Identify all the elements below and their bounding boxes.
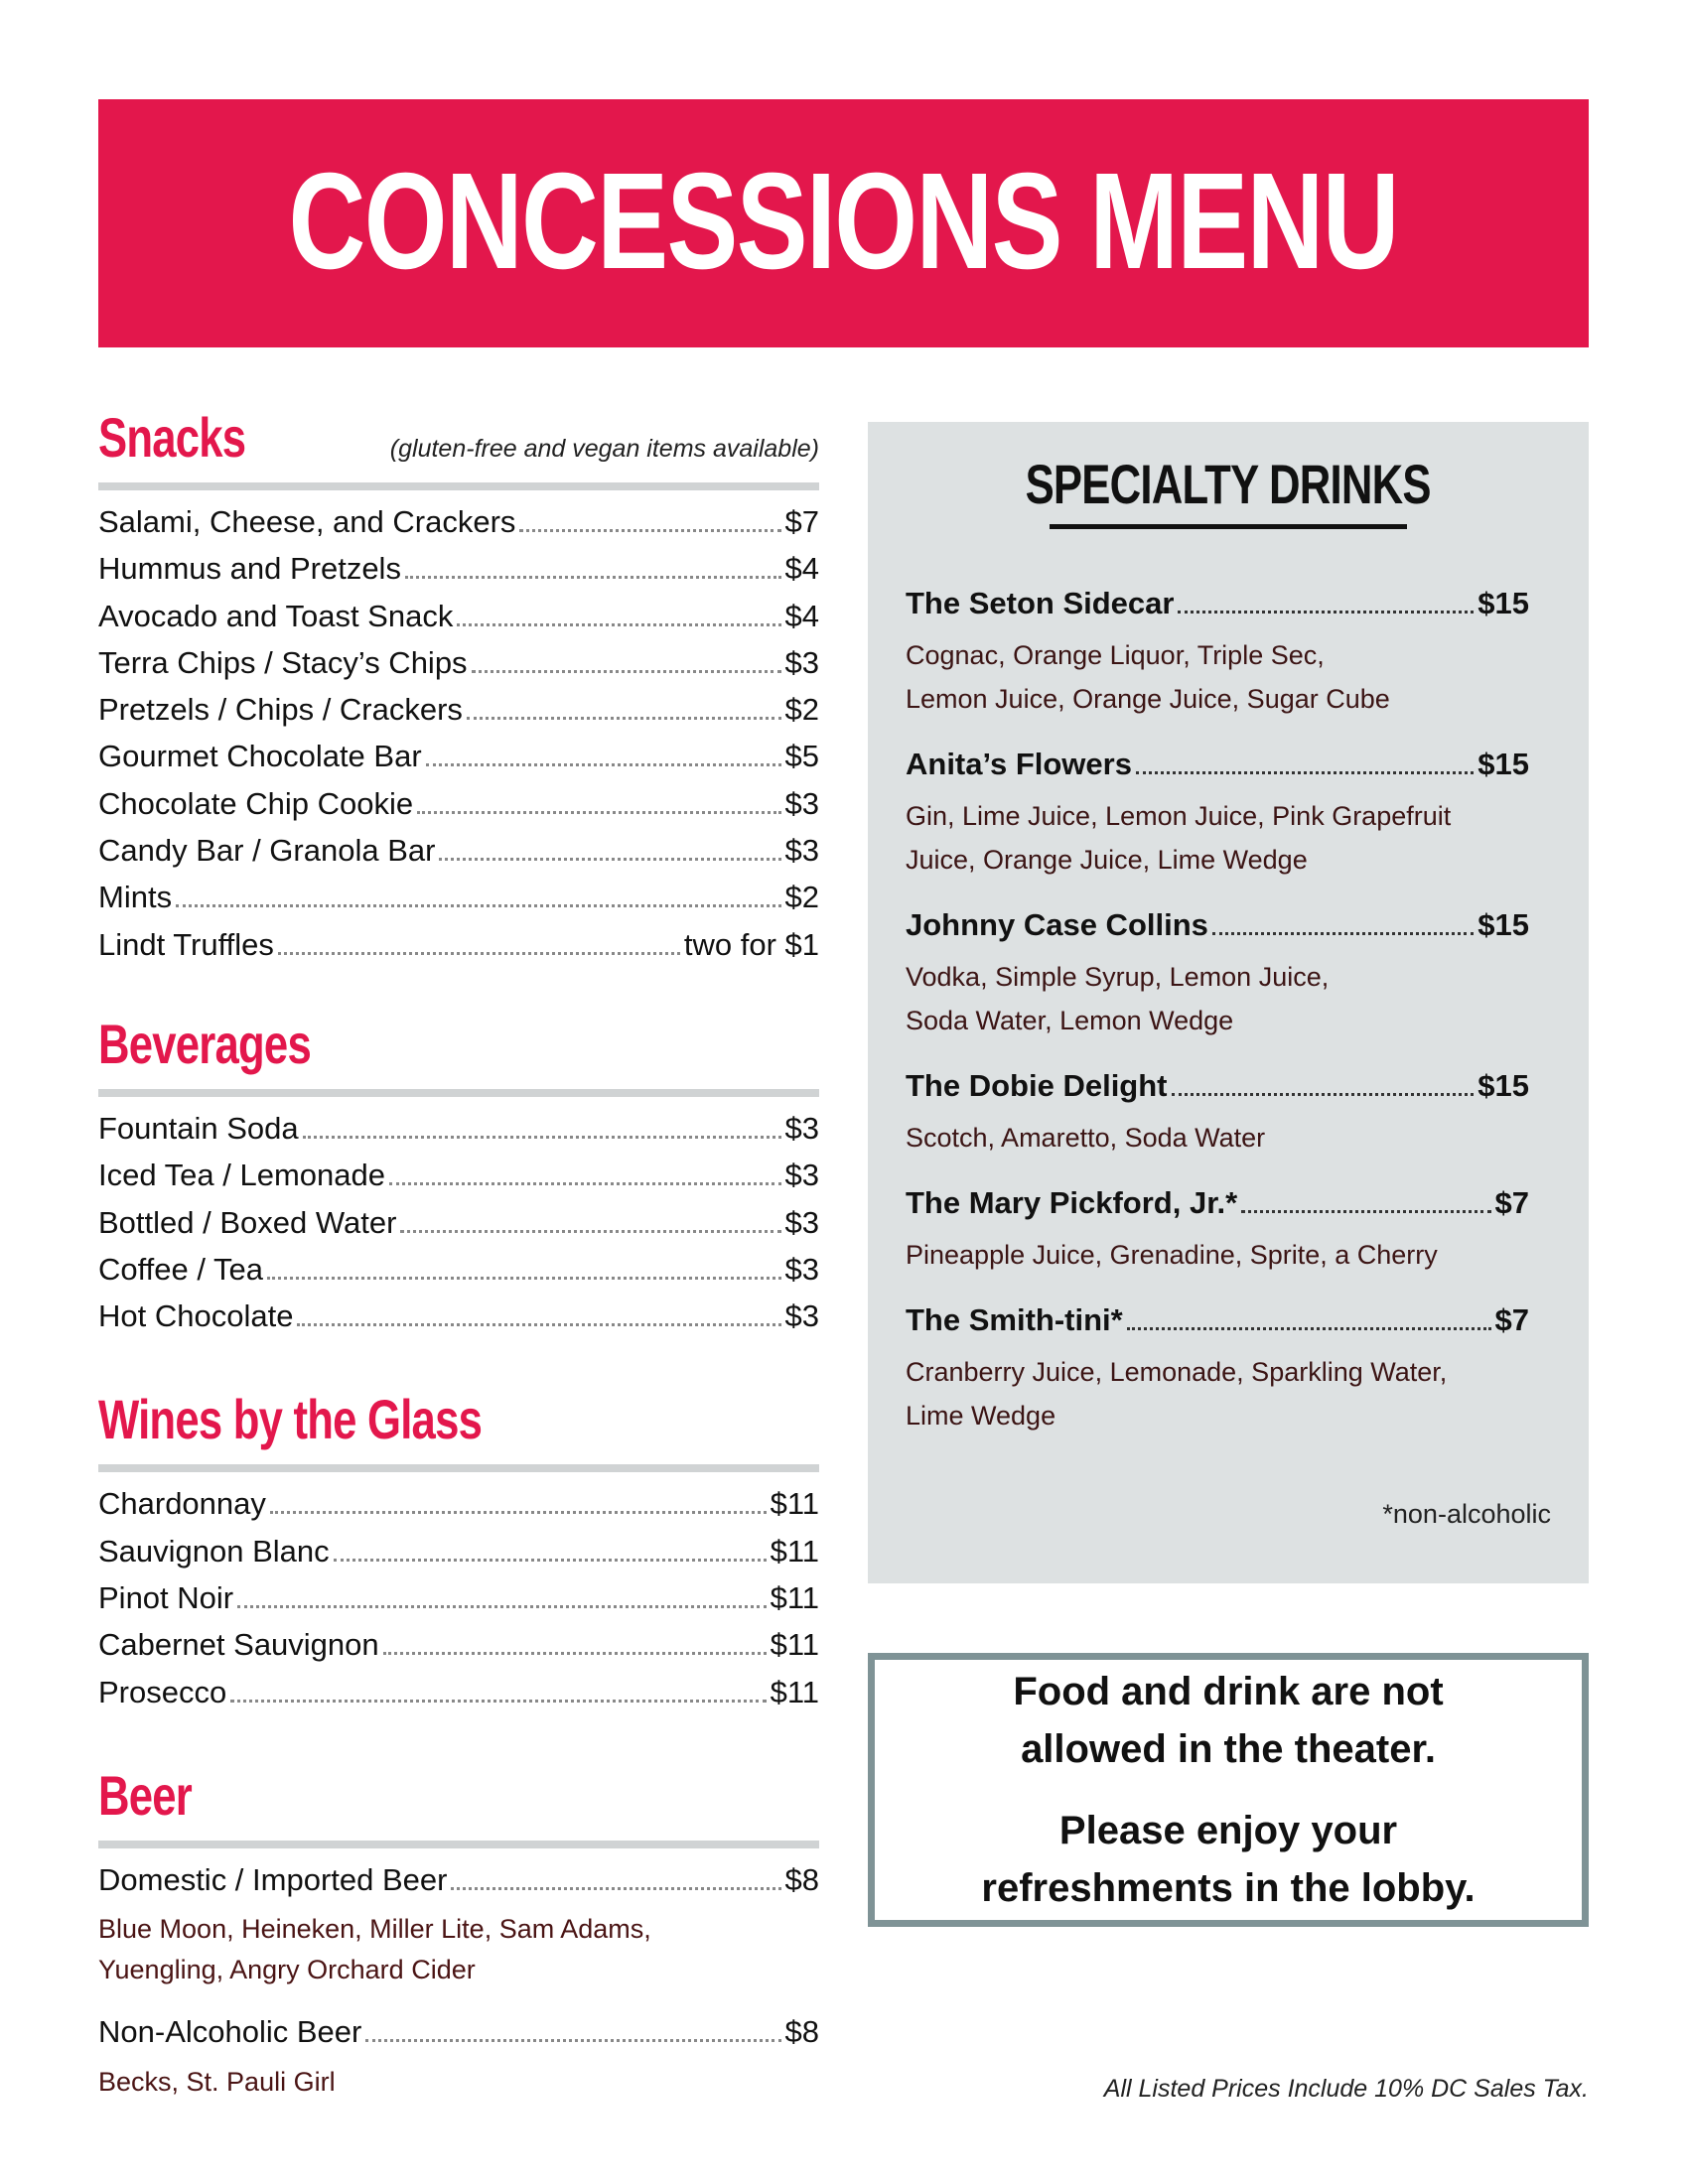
- drink-price: $15: [1477, 907, 1529, 942]
- item-price: $11: [770, 1674, 819, 1709]
- title-underline: [1050, 524, 1407, 529]
- page-title: CONCESSIONS MENU: [288, 144, 1399, 298]
- item-price: $11: [770, 1627, 819, 1663]
- drink-price: $15: [1477, 1068, 1529, 1103]
- beverages-list: [98, 1111, 819, 1345]
- drink-ingredients: Lemon Juice, Orange Juice, Sugar Cube: [906, 684, 1390, 714]
- menu-item: [98, 645, 819, 692]
- item-price: $2: [784, 692, 819, 728]
- item-price: $4: [784, 598, 819, 633]
- drink-ingredients: Pineapple Juice, Grenadine, Sprite, a Cherry: [906, 1240, 1438, 1270]
- item-name: Non-Alcoholic Beer: [98, 2014, 362, 2050]
- dot-leader: [405, 576, 781, 579]
- menu-item: [98, 1486, 819, 1533]
- item-description: Yuengling, Angry Orchard Cider: [98, 1955, 476, 1985]
- dot-leader: [451, 1887, 780, 1890]
- notice-line-1: Food and drink are not allowed in the theater.: [1013, 1670, 1444, 1771]
- tax-note: All Listed Prices Include 10% DC Sales Tax.: [1103, 2075, 1589, 2103]
- menu-item: [98, 1111, 819, 1158]
- drink-ingredients: Vodka, Simple Syrup, Lemon Juice,: [906, 962, 1330, 992]
- drink-ingredients: Juice, Orange Juice, Lime Wedge: [906, 845, 1308, 875]
- menu-item: [98, 1862, 819, 1909]
- item-name: Domestic / Imported Beer: [98, 1861, 448, 1897]
- drink-row: [906, 1302, 1529, 1350]
- item-name: Hummus and Pretzels: [98, 551, 401, 587]
- section-divider: [98, 1089, 819, 1097]
- beer-list: [98, 1862, 819, 2103]
- menu-item: [98, 880, 819, 926]
- wines-title: Wines by the Glass: [98, 1388, 483, 1451]
- specialty-drink: [906, 747, 1529, 882]
- menu-item: [98, 1534, 819, 1580]
- item-name: Iced Tea / Lemonade: [98, 1158, 385, 1193]
- specialty-drinks-list: [906, 586, 1529, 1463]
- dot-leader: [417, 811, 780, 814]
- drink-ingredients: Cranberry Juice, Lemonade, Sparkling Water,: [906, 1357, 1448, 1387]
- beer-section: [98, 1765, 819, 2103]
- left-column: [98, 407, 819, 2103]
- drink-row: [906, 1068, 1529, 1116]
- section-divider: [98, 482, 819, 490]
- snacks-note: (gluten-free and vegan items available): [389, 435, 819, 463]
- dot-leader: [230, 1700, 766, 1703]
- item-price: $5: [784, 739, 819, 774]
- dot-leader: [365, 2039, 780, 2042]
- dot-leader: [439, 858, 780, 861]
- drink-price: $15: [1477, 586, 1529, 620]
- item-name: Sauvignon Blanc: [98, 1533, 330, 1569]
- drink-name: The Mary Pickford, Jr.*: [906, 1185, 1238, 1220]
- item-name: Fountain Soda: [98, 1110, 299, 1146]
- specialty-drink: [906, 1185, 1529, 1277]
- wines-list: [98, 1486, 819, 1720]
- item-name: Candy Bar / Granola Bar: [98, 833, 436, 869]
- item-name: Terra Chips / Stacy’s Chips: [98, 644, 468, 680]
- item-price: $2: [784, 880, 819, 915]
- drink-name: Johnny Case Collins: [906, 907, 1208, 942]
- drink-name: The Dobie Delight: [906, 1068, 1168, 1103]
- dot-leader: [237, 1605, 766, 1608]
- item-price: $7: [784, 504, 819, 539]
- drink-name: Anita’s Flowers: [906, 747, 1132, 781]
- menu-item: [98, 927, 819, 974]
- drink-price: $7: [1494, 1302, 1529, 1337]
- drink-row: [906, 1185, 1529, 1233]
- drink-row: [906, 907, 1529, 955]
- theater-notice-box: [868, 1653, 1589, 1927]
- menu-item: [98, 1580, 819, 1627]
- item-name: Bottled / Boxed Water: [98, 1204, 397, 1240]
- item-name: Salami, Cheese, and Crackers: [98, 504, 516, 539]
- item-name: Hot Chocolate: [98, 1298, 294, 1334]
- dot-leader: [467, 717, 781, 720]
- item-name: Chocolate Chip Cookie: [98, 785, 414, 821]
- menu-item: [98, 786, 819, 833]
- menu-item: [98, 551, 819, 598]
- menu-item: [98, 1158, 819, 1204]
- item-description: Becks, St. Pauli Girl: [98, 2066, 336, 2097]
- item-name: Coffee / Tea: [98, 1251, 264, 1287]
- dot-leader: [519, 529, 780, 532]
- dot-leader: [270, 1511, 767, 1514]
- dot-leader: [267, 1277, 780, 1280]
- specialty-drink: [906, 586, 1529, 721]
- beverages-title: Beverages: [98, 1012, 311, 1075]
- specialty-drink: [906, 1302, 1529, 1437]
- menu-item: [98, 1627, 819, 1674]
- menu-item: [98, 739, 819, 785]
- title-banner: [98, 99, 1589, 347]
- wines-section: [98, 1389, 819, 1720]
- dot-leader: [278, 952, 680, 955]
- item-price: $3: [784, 644, 819, 680]
- specialty-drink: [906, 1068, 1529, 1160]
- menu-item: [98, 1205, 819, 1252]
- dot-leader: [176, 904, 780, 907]
- drink-row: [906, 586, 1529, 633]
- item-description: Blue Moon, Heineken, Miller Lite, Sam Adams,: [98, 1914, 651, 1945]
- item-name: Pinot Noir: [98, 1580, 234, 1616]
- item-price: $11: [770, 1486, 819, 1522]
- item-price: $8: [784, 2014, 819, 2050]
- dot-leader: [1178, 611, 1474, 614]
- drink-price: $15: [1477, 747, 1529, 781]
- beer-title: Beer: [98, 1763, 193, 1827]
- dot-leader: [334, 1559, 767, 1562]
- specialty-drinks-title: SPECIALTY DRINKS: [1025, 453, 1432, 515]
- menu-item: [98, 1298, 819, 1345]
- dot-leader: [457, 623, 780, 626]
- dot-leader: [426, 763, 781, 766]
- drink-name: The Seton Sidecar: [906, 586, 1175, 620]
- dot-leader: [303, 1136, 781, 1139]
- item-price: $3: [784, 833, 819, 869]
- item-price: $4: [784, 551, 819, 587]
- dot-leader: [400, 1230, 780, 1233]
- drink-ingredients: Gin, Lime Juice, Lemon Juice, Pink Grapefruit: [906, 801, 1452, 831]
- menu-item: [98, 504, 819, 551]
- drink-name: The Smith-tini*: [906, 1302, 1123, 1337]
- snacks-section: [98, 407, 819, 974]
- dot-leader: [472, 670, 781, 673]
- dot-leader: [297, 1323, 780, 1326]
- item-price: $3: [784, 1298, 819, 1334]
- menu-item: [98, 1675, 819, 1721]
- dot-leader: [1241, 1210, 1490, 1213]
- menu-item: [98, 1252, 819, 1298]
- notice-line-2: Please enjoy your refreshments in the lobby.: [981, 1809, 1476, 1910]
- item-name: Mints: [98, 880, 173, 915]
- snacks-title: Snacks: [98, 406, 246, 469]
- section-divider: [98, 1464, 819, 1472]
- spacer: [98, 1990, 819, 2014]
- menu-item: [98, 692, 819, 739]
- drink-ingredients: Cognac, Orange Liquor, Triple Sec,: [906, 640, 1325, 670]
- item-name: Pretzels / Chips / Crackers: [98, 692, 463, 728]
- item-price: $8: [784, 1861, 819, 1897]
- snacks-list: [98, 504, 819, 974]
- dot-leader: [1212, 932, 1474, 935]
- dot-leader: [1136, 771, 1474, 774]
- drink-ingredients: Soda Water, Lemon Wedge: [906, 1006, 1234, 1035]
- section-divider: [98, 1841, 819, 1848]
- drink-ingredients: Scotch, Amaretto, Soda Water: [906, 1123, 1266, 1153]
- specialty-drink: [906, 907, 1529, 1042]
- beverages-section: [98, 1014, 819, 1345]
- dot-leader: [1127, 1327, 1491, 1330]
- item-price: $3: [784, 1204, 819, 1240]
- item-name: Avocado and Toast Snack: [98, 598, 454, 633]
- dot-leader: [383, 1652, 767, 1655]
- dot-leader: [1172, 1093, 1475, 1096]
- item-price: $11: [770, 1533, 819, 1569]
- item-price: two for $1: [683, 926, 819, 962]
- menu-item: [98, 833, 819, 880]
- non-alcoholic-footnote: *non-alcoholic: [1382, 1499, 1551, 1529]
- item-name: Prosecco: [98, 1674, 227, 1709]
- item-name: Lindt Truffles: [98, 926, 274, 962]
- item-price: $11: [770, 1580, 819, 1616]
- drink-row: [906, 747, 1529, 794]
- item-name: Gourmet Chocolate Bar: [98, 739, 422, 774]
- item-price: $3: [784, 1110, 819, 1146]
- drink-ingredients: Lime Wedge: [906, 1401, 1056, 1431]
- item-price: $3: [784, 1158, 819, 1193]
- item-price: $3: [784, 1251, 819, 1287]
- specialty-drinks-panel: [868, 422, 1589, 1583]
- item-name: Chardonnay: [98, 1486, 266, 1522]
- menu-item: [98, 2014, 819, 2061]
- item-price: $3: [784, 785, 819, 821]
- dot-leader: [389, 1182, 781, 1185]
- menu-item: [98, 599, 819, 645]
- drink-price: $7: [1494, 1185, 1529, 1220]
- item-name: Cabernet Sauvignon: [98, 1627, 379, 1663]
